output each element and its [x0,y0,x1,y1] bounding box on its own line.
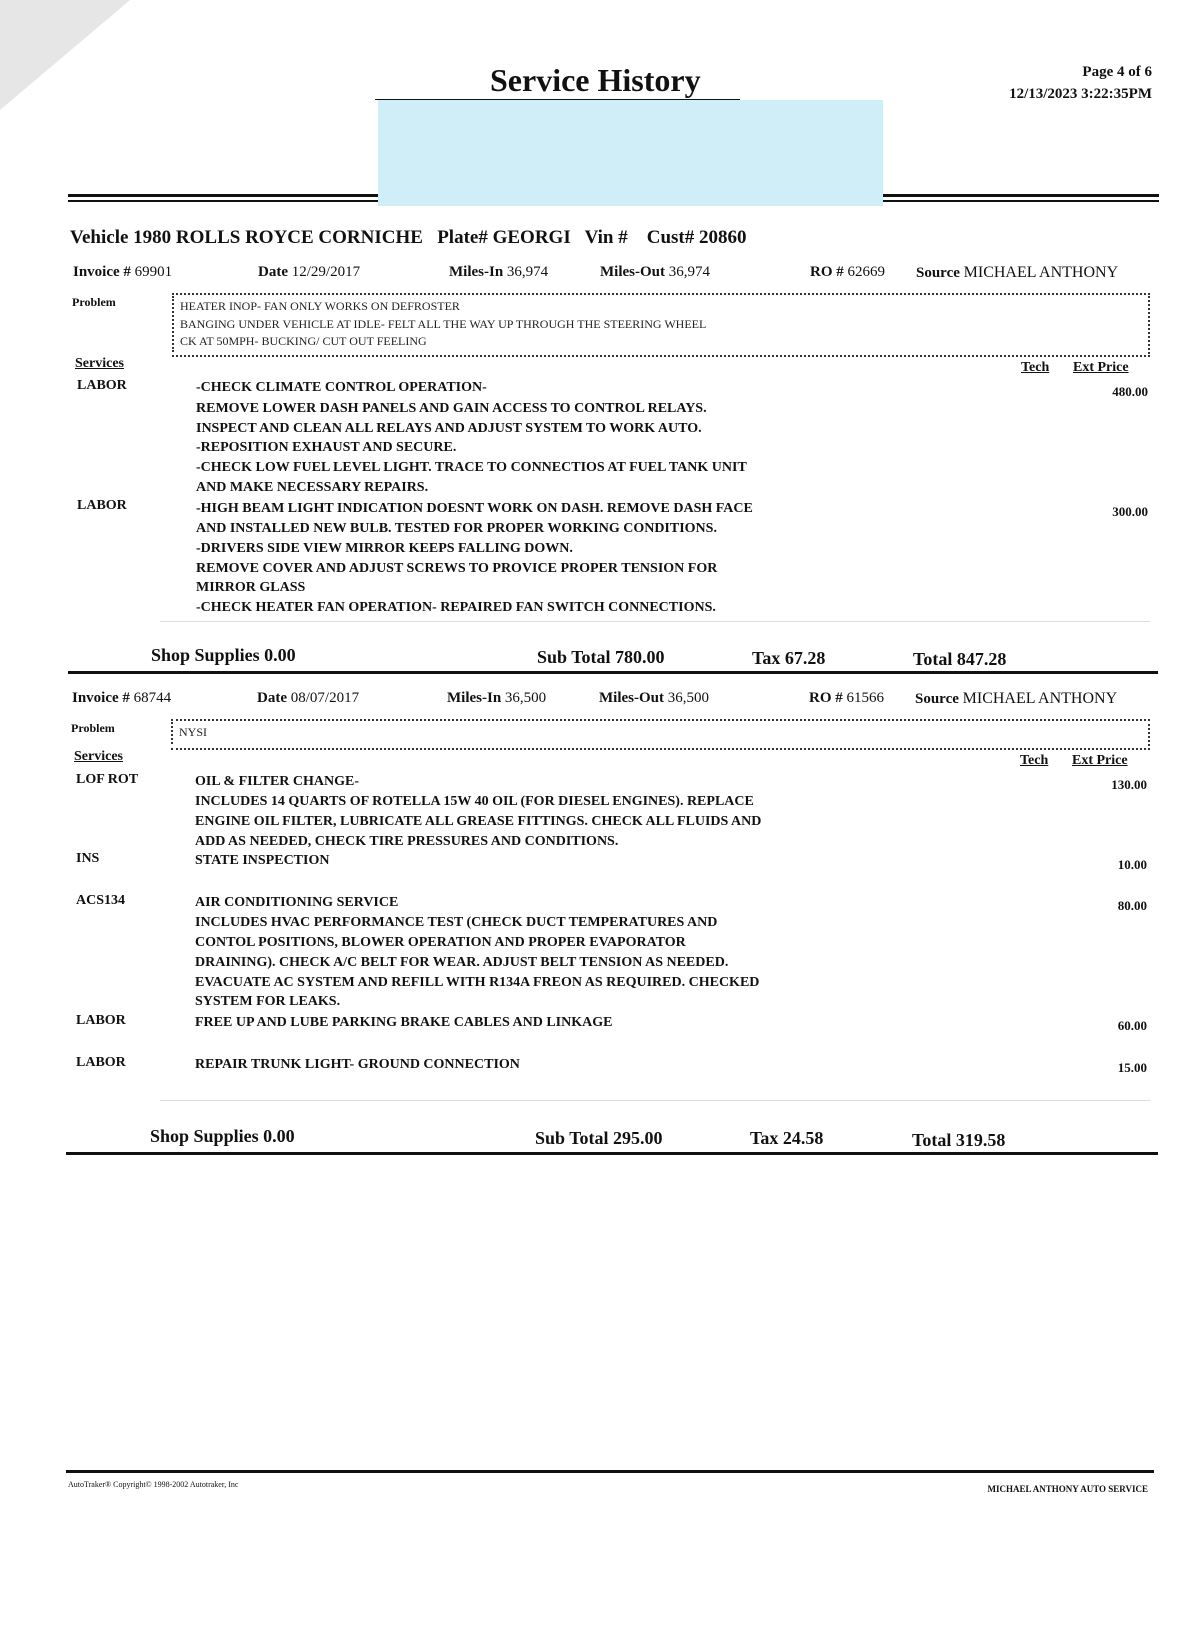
problem-line: BANGING UNDER VEHICLE AT IDLE- FELT ALL THE WAY UP THROUGH THE STEERING WHEEL [180,317,707,331]
miles-out-label: Miles-Out [599,690,664,706]
ro-number: 61566 [846,690,884,706]
problem-box [171,719,1150,750]
service-line: -REPOSITION EXHAUST AND SECURE. [196,440,457,455]
service-line: FREE UP AND LUBE PARKING BRAKE CABLES AND LINKAGE [195,1015,613,1030]
service-line: REMOVE COVER AND ADJUST SCREWS TO PROVICE PROPER TENSION FOR [196,561,718,576]
service-price: 10.00 [1117,857,1147,872]
miles-out: 36,500 [667,690,709,706]
tax: Tax 67.28 [752,648,826,668]
miles-out-label: Miles-Out [600,264,665,280]
services-end-rule [160,621,1150,622]
invoice-label: Invoice # [72,690,130,706]
problem-label: Problem [72,295,116,309]
service-line: STATE INSPECTION [195,853,330,868]
scan-corner-fold [0,0,130,110]
service-price: 130.00 [1111,777,1147,792]
problem-label: Problem [71,721,115,735]
total: Total 847.28 [913,649,1007,669]
ro-label: RO # [809,690,843,706]
service-line: -DRIVERS SIDE VIEW MIRROR KEEPS FALLING DOWN. [196,541,573,556]
sub-total: Sub Total 295.00 [535,1128,663,1148]
invoice-separator [68,671,1158,674]
invoice-header [72,690,1162,712]
date-label: Date [258,264,288,280]
tax: Tax 24.58 [750,1128,824,1148]
shop-supplies: Shop Supplies 0.00 [151,645,296,665]
problem-line: HEATER INOP- FAN ONLY WORKS ON DEFROSTER [180,299,460,313]
service-line: CONTOL POSITIONS, BLOWER OPERATION AND PROPER EVAPORATOR [195,935,686,950]
services-end-rule [160,1100,1150,1101]
service-line: -CHECK CLIMATE CONTROL OPERATION- [196,380,487,395]
vehicle-line: Vehicle 1980 ROLLS ROYCE CORNICHE Plate# GEORGI Vin # Cust# 20860 [70,227,747,248]
invoice-number: 68744 [133,690,172,706]
miles-out: 36,974 [668,264,710,280]
service-line: EVACUATE AC SYSTEM AND REFILL WITH R134A FREON AS REQUIRED. CHECKED [195,975,760,990]
service-price: 300.00 [1112,504,1148,519]
invoice-number: 69901 [134,264,173,280]
source-label: Source [915,691,959,707]
footer-rule [66,1470,1154,1473]
services-label: Services [75,356,124,371]
problem-line: CK AT 50MPH- BUCKING/ CUT OUT FEELING [180,334,427,348]
miles-in: 36,974 [506,264,549,280]
service-line: DRAINING). CHECK A/C BELT FOR WEAR. ADJUST BELT TENSION AS NEEDED. [195,955,729,970]
service-price: 480.00 [1112,384,1148,399]
service-code: LABOR [76,1055,126,1070]
miles-in: 36,500 [504,690,547,706]
source-value: MICHAEL ANTHONY [962,690,1118,707]
ext-price-label: Ext Price [1073,360,1129,375]
service-line: -HIGH BEAM LIGHT INDICATION DOESNT WORK ON DASH. REMOVE DASH FACE [196,501,753,516]
total: Total 319.58 [912,1130,1006,1150]
page-title: Service History [490,62,701,98]
service-code: ACS134 [76,893,126,908]
source-value: MICHAEL ANTHONY [963,264,1119,281]
miles-in-label: Miles-In [447,690,502,706]
service-line: ENGINE OIL FILTER, LUBRICATE ALL GREASE FITTINGS. CHECK ALL FLUIDS AND [195,814,762,829]
sub-total: Sub Total 780.00 [537,647,665,667]
service-price: 60.00 [1117,1018,1147,1033]
service-line: OIL & FILTER CHANGE- [195,774,360,789]
invoice-date: 12/29/2017 [291,264,361,280]
service-line: AIR CONDITIONING SERVICE [195,895,399,910]
service-code: LABOR [77,498,127,513]
service-code: LABOR [76,1013,126,1028]
problem-box-left [171,722,173,744]
services-label: Services [74,749,123,764]
problem-line: NYSI [179,725,208,739]
service-line: INCLUDES HVAC PERFORMANCE TEST (CHECK DUCT TEMPERATURES AND [195,915,718,930]
footer-copyright: AutoTraker® Copyright© 1998-2002 Autotraker, Inc [68,1480,239,1489]
tech-label: Tech [1021,360,1050,375]
service-code: INS [76,851,100,866]
service-code: LOF ROT [76,772,139,787]
footer-shop-name: MICHAEL ANTHONY AUTO SERVICE [987,1484,1148,1494]
miles-in-label: Miles-In [449,264,504,280]
invoice-label: Invoice # [73,264,131,280]
ext-price-label: Ext Price [1072,753,1128,768]
service-price: 15.00 [1117,1060,1147,1075]
ro-label: RO # [810,264,844,280]
service-price: 80.00 [1117,898,1147,913]
problem-box-left [172,296,174,352]
invoice-date: 08/07/2017 [290,690,360,706]
ro-number: 62669 [847,264,885,280]
service-code: LABOR [77,378,127,393]
source-label: Source [916,265,960,281]
service-line: AND INSTALLED NEW BULB. TESTED FOR PROPER WORKING CONDITIONS. [196,521,717,536]
print-timestamp: 12/13/2023 3:22:35PM [1009,86,1152,102]
tech-label: Tech [1020,753,1049,768]
service-line: -CHECK HEATER FAN OPERATION- REPAIRED FAN SWITCH CONNECTIONS. [196,600,716,615]
service-line: INSPECT AND CLEAN ALL RELAYS AND ADJUST SYSTEM TO WORK AUTO. [196,421,702,436]
service-line: AND MAKE NECESSARY REPAIRS. [196,480,429,495]
service-line: SYSTEM FOR LEAKS. [195,994,341,1009]
service-line: REMOVE LOWER DASH PANELS AND GAIN ACCESS TO CONTROL RELAYS. [196,401,707,416]
service-line: REPAIR TRUNK LIGHT- GROUND CONNECTION [195,1057,520,1072]
page-number: Page 4 of 6 [1082,64,1152,80]
service-line: ADD AS NEEDED, CHECK TIRE PRESSURES AND CONDITIONS. [195,834,619,849]
shop-supplies: Shop Supplies 0.00 [150,1126,295,1146]
service-line: -CHECK LOW FUEL LEVEL LIGHT. TRACE TO CONNECTIOS AT FUEL TANK UNIT [196,460,747,475]
invoice-separator [66,1152,1158,1155]
service-line: MIRROR GLASS [196,580,306,595]
date-label: Date [257,690,287,706]
invoice-header [73,264,1163,286]
redaction-box [378,100,883,206]
service-line: INCLUDES 14 QUARTS OF ROTELLA 15W 40 OIL (FOR DIESEL ENGINES). REPLACE [195,794,754,809]
